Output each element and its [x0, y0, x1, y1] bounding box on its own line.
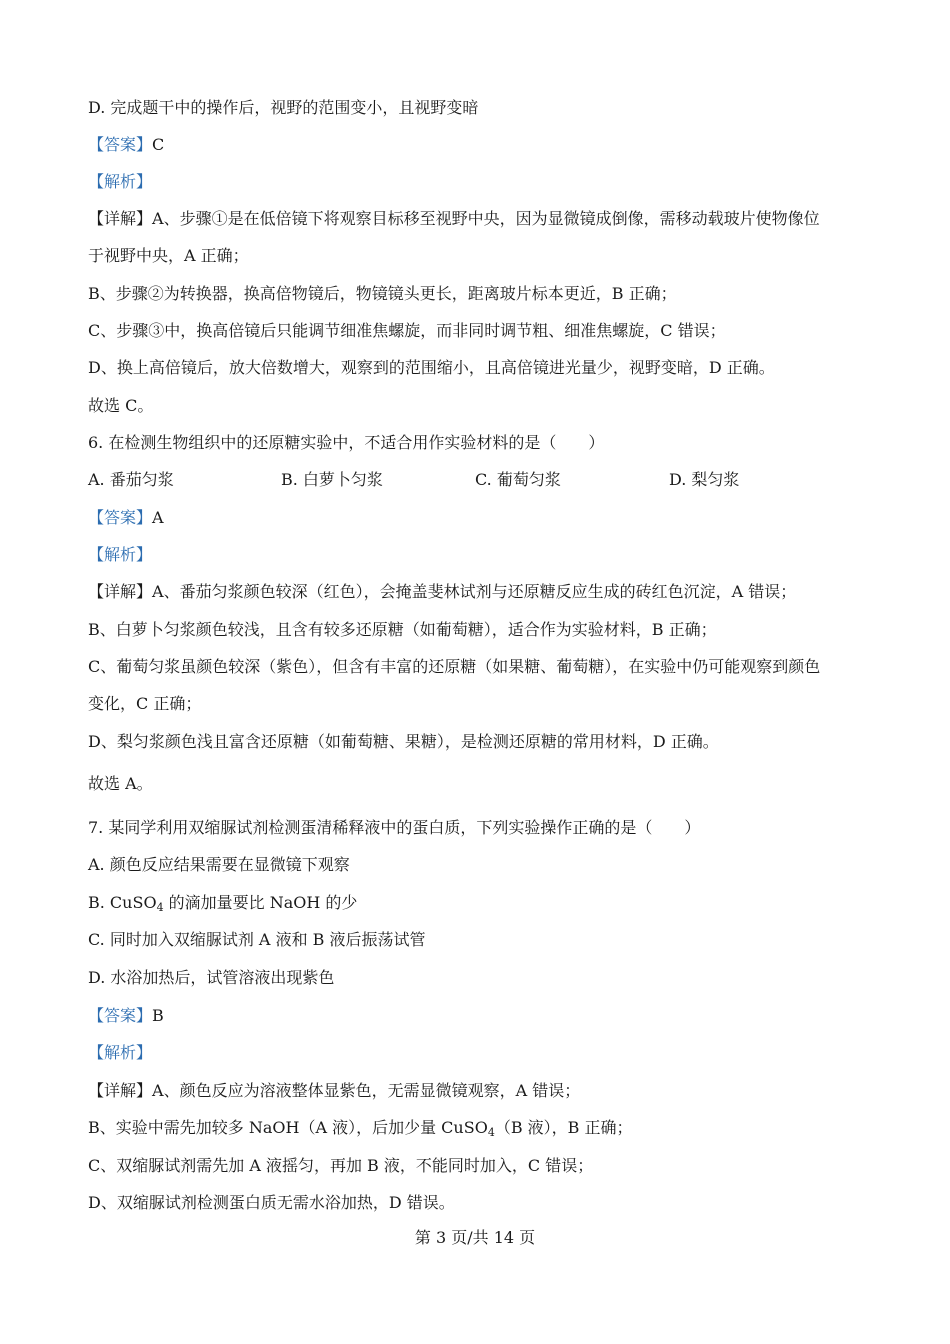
q6-answer	[88, 508, 164, 528]
q7-option-c: C. 同时加入双缩脲试剂 A 液和 B 液后振荡试管	[88, 930, 426, 949]
q6-detail-b: B、白萝卜匀浆颜色较浅，且含有较多还原糖（如葡萄糖），适合作为实验材料，B 正确；	[88, 620, 717, 639]
answer-value: C	[152, 135, 165, 154]
q5-detail-d: D、换上高倍镜后，放大倍数增大，观察到的范围缩小，且高倍镜进光量少，视野变暗，D 正确。	[88, 358, 775, 377]
answer-label: 【答案】	[88, 508, 153, 527]
q6-detail-c: C、葡萄匀浆虽颜色较深（紫色），但含有丰富的还原糖（如果糖、葡萄糖），在实验中仍可能观察到颜色	[88, 657, 821, 676]
subscript: 4	[487, 1126, 495, 1139]
q7-detail-b	[88, 1118, 633, 1138]
detail-text: A、颜色反应为溶液整体显紫色，无需显微镜观察，A 错误；	[152, 1081, 581, 1100]
q7-option-a: A. 颜色反应结果需要在显微镜下观察	[88, 855, 350, 874]
answer-label: 【答案】	[88, 135, 153, 154]
q6-analysis-label: 【解析】	[88, 545, 153, 564]
answer-label: 【答案】	[88, 1006, 153, 1025]
q7-analysis-label: 【解析】	[88, 1043, 153, 1062]
q7-answer	[88, 1006, 164, 1026]
q5-detail-a	[88, 209, 820, 229]
detail-text: B、实验中需先加较多 NaOH（A 液），后加少量 CuSO	[88, 1118, 488, 1137]
detail-text: A、番茄匀浆颜色较深（红色），会掩盖斐林试剂与还原糖反应生成的砖红色沉淀，A 错误；	[152, 582, 797, 601]
detail-label: 【详解】	[88, 209, 153, 228]
q6-option-b: B. 白萝卜匀浆	[281, 470, 383, 489]
q5-option-d: D. 完成题干中的操作后，视野的范围变小，且视野变暗	[88, 98, 479, 117]
q7-stem: 7. 某同学利用双缩脲试剂检测蛋清稀释液中的蛋白质，下列实验操作正确的是（ ）	[88, 818, 701, 837]
detail-text-post: （B 液），B 正确；	[494, 1118, 633, 1137]
answer-value: A	[152, 508, 164, 527]
q6-detail-a	[88, 582, 796, 602]
page-footer: 第 3 页/共 14 页	[414, 1228, 536, 1247]
answer-value: B	[152, 1006, 164, 1025]
subscript: 4	[156, 901, 164, 914]
q7-detail-a	[88, 1081, 580, 1101]
detail-label: 【详解】	[88, 1081, 153, 1100]
q7-option-b	[88, 893, 357, 913]
detail-label: 【详解】	[88, 582, 153, 601]
q6-option-a: A. 番茄匀浆	[88, 470, 174, 489]
q6-stem: 6. 在检测生物组织中的还原糖实验中，不适合用作实验材料的是（ ）	[88, 433, 605, 452]
q7-detail-d: D、双缩脲试剂检测蛋白质无需水浴加热，D 错误。	[88, 1193, 455, 1212]
q5-detail-a-cont: 于视野中央，A 正确；	[88, 246, 249, 265]
q6-selection: 故选 A。	[88, 774, 153, 793]
q6-option-c: C. 葡萄匀浆	[475, 470, 561, 489]
detail-text: A、步骤①是在低倍镜下将观察目标移至视野中央，因为显微镜成倒像，需移动载玻片使物像位	[152, 209, 820, 228]
q5-detail-b: B、步骤②为转换器，换高倍物镜后，物镜镜头更长，距离玻片标本更近，B 正确；	[88, 284, 677, 303]
q6-detail-d: D、梨匀浆颜色浅且富含还原糖（如葡萄糖、果糖），是检测还原糖的常用材料，D 正确。	[88, 732, 719, 751]
option-text-post: 的滴加量要比 NaOH 的少	[163, 893, 358, 912]
q5-answer	[88, 135, 164, 155]
q7-option-d: D. 水浴加热后，试管溶液出现紫色	[88, 968, 335, 987]
q7-detail-c: C、双缩脲试剂需先加 A 液摇匀，再加 B 液，不能同时加入，C 错误；	[88, 1156, 594, 1175]
q5-selection: 故选 C。	[88, 396, 154, 415]
q5-analysis-label: 【解析】	[88, 172, 153, 191]
q6-option-d: D. 梨匀浆	[669, 470, 740, 489]
q6-detail-c-cont: 变化，C 正确；	[88, 694, 202, 713]
q5-detail-c: C、步骤③中，换高倍镜后只能调节细准焦螺旋，而非同时调节粗、细准焦螺旋，C 错误；	[88, 321, 726, 340]
option-text: B. CuSO	[88, 893, 157, 912]
